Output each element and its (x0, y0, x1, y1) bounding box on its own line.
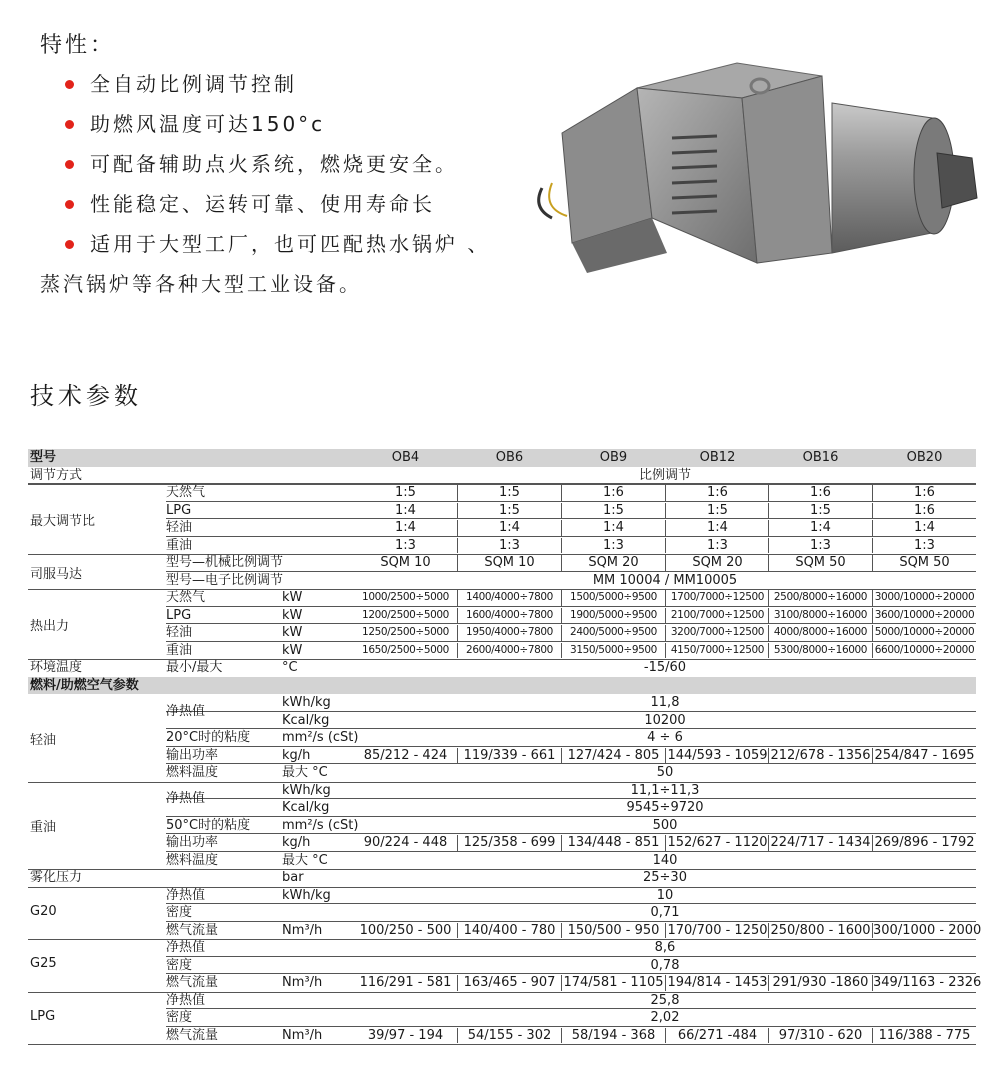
cell: mm²/s (cSt) (282, 817, 359, 833)
value-cell: 58/194 - 368 (571, 1027, 656, 1043)
cell: kW (282, 625, 303, 640)
value-cell: 1:6 (914, 502, 935, 518)
value-cell: 134/448 - 851 (567, 835, 660, 850)
value-cell: 174/581 - 1105 (563, 975, 664, 990)
value-cell: 1:4 (810, 520, 831, 535)
column-divider (665, 625, 666, 641)
value-cell: 1:6 (603, 485, 624, 500)
value-cell: 116/291 - 581 (359, 975, 452, 990)
span-value: 10200 (644, 712, 686, 728)
column-divider (768, 538, 769, 554)
column-divider (872, 520, 873, 536)
column-divider (872, 538, 873, 554)
bullet-icon (65, 200, 74, 209)
model-header: OB12 (699, 450, 736, 465)
table-row (28, 729, 976, 747)
column-divider (665, 975, 666, 991)
column-divider (561, 608, 562, 624)
value-cell: 1:5 (707, 502, 728, 518)
table-row (28, 1009, 976, 1027)
cell: bar (282, 870, 304, 885)
value-cell: 144/593 - 1059 (667, 747, 768, 763)
span-value: 11,8 (650, 695, 680, 710)
value-cell: 90/224 - 448 (363, 835, 448, 850)
column-divider (768, 923, 769, 939)
cell: 轻油 (166, 520, 193, 535)
column-divider (457, 538, 458, 554)
column-divider (457, 590, 458, 606)
value-cell: 1600/4000÷7800 (466, 608, 553, 621)
value-cell: 349/1163 - 2326 (873, 975, 982, 990)
column-divider (561, 590, 562, 606)
feature-continuation: 蒸汽锅炉等各种大型工业设备。 (40, 272, 362, 296)
value-cell: 1:3 (603, 537, 624, 553)
value-cell: 66/271 -484 (677, 1027, 758, 1043)
value-cell: 85/212 - 424 (363, 747, 448, 763)
tech-params-title: 技术参数 (30, 382, 142, 410)
table-row (28, 484, 976, 502)
column-divider (768, 520, 769, 536)
value-cell: 163/465 - 907 (463, 975, 556, 990)
column-divider (768, 835, 769, 851)
header-label: 型号 (30, 450, 57, 465)
feature-text: 性能稳定、运转可靠、使用寿命长 (90, 192, 435, 216)
value-cell: SQM 50 (795, 555, 846, 570)
cell: 20°C时的粘度 (166, 730, 251, 745)
column-divider (665, 485, 666, 501)
cell: 最大 °C (282, 852, 328, 868)
model-header: OB20 (906, 450, 943, 465)
column-divider (457, 555, 458, 571)
column-divider (872, 503, 873, 519)
table-row (28, 834, 976, 852)
cell: 最大 °C (282, 765, 328, 780)
group-label: 热出力 (30, 619, 70, 634)
cell: LPG (166, 502, 192, 518)
value-cell: 1:6 (810, 485, 831, 500)
value-cell: 1:6 (707, 485, 728, 500)
table-row (28, 642, 976, 660)
model-header: OB9 (599, 450, 628, 465)
value-cell: 3100/8000÷16000 (773, 608, 868, 621)
value-cell: 2100/7000÷12500 (670, 608, 765, 621)
model-header: OB6 (495, 450, 524, 465)
cell: kW (282, 590, 303, 605)
cell: 燃气流量 (166, 1027, 219, 1043)
value-cell: 4150/7000÷12500 (670, 643, 765, 656)
table-row (28, 589, 976, 607)
column-divider (768, 1028, 769, 1044)
column-divider (665, 1028, 666, 1044)
table-row (28, 519, 976, 537)
value-cell: 1250/2500÷5000 (362, 626, 449, 638)
table-row (28, 1027, 976, 1045)
feature-item (40, 64, 560, 104)
column-divider (561, 748, 562, 764)
cell: Nm³/h (282, 975, 323, 990)
value-cell: 1000/2500÷5000 (362, 591, 449, 603)
table-row (28, 957, 976, 975)
value-cell: 1:5 (810, 502, 831, 518)
value-cell: 3150/5000÷9500 (570, 643, 657, 656)
value-cell: SQM 50 (899, 555, 950, 570)
column-divider (561, 643, 562, 659)
value-cell: 1:6 (914, 485, 935, 500)
table-row (28, 887, 976, 905)
table-row (28, 852, 976, 870)
cell: 50°C时的粘度 (166, 817, 251, 833)
value-cell: 1400/4000÷7800 (466, 591, 553, 603)
value-cell: 212/678 - 1356 (770, 747, 871, 763)
value-cell: 3200/7000÷12500 (670, 626, 765, 638)
value-cell: 127/424 - 805 (567, 747, 660, 763)
table-row (28, 764, 976, 782)
value-cell: 1:4 (395, 502, 416, 518)
value-cell: 4000/8000÷16000 (773, 626, 868, 638)
value-cell: 194/814 - 1453 (667, 975, 768, 990)
column-divider (768, 625, 769, 641)
span-value: 500 (652, 817, 678, 833)
column-divider (768, 503, 769, 519)
value-cell: 2400/5000÷9500 (570, 626, 657, 638)
feature-text: 可配备辅助点火系统，燃烧更安全。 (90, 152, 458, 176)
cell: 重油 (166, 642, 193, 658)
value-cell: 291/930 -1860 (772, 975, 869, 990)
column-divider (561, 538, 562, 554)
column-divider (768, 485, 769, 501)
value-cell: 300/1000 - 2000 (873, 922, 982, 938)
column-divider (665, 538, 666, 554)
value-cell: 269/896 - 1792 (874, 835, 975, 850)
column-divider (665, 520, 666, 536)
group-label: LPG (30, 1008, 56, 1024)
cell: 密度 (166, 1010, 193, 1025)
spec-table (28, 449, 982, 1044)
span-value: 比例调节 (638, 467, 691, 483)
value-cell: 5300/8000÷16000 (773, 643, 868, 656)
table-row (28, 554, 976, 572)
cell: 净热值 (166, 887, 206, 903)
column-divider (872, 923, 873, 939)
column-divider (561, 1028, 562, 1044)
value-cell: 2600/4000÷7800 (466, 643, 553, 656)
group-label: 轻油 (30, 732, 57, 748)
table-row (28, 502, 976, 520)
column-divider (665, 503, 666, 519)
value-cell: 97/310 - 620 (778, 1027, 863, 1043)
span-value: 8,6 (654, 940, 676, 955)
table-row (28, 869, 976, 887)
column-divider (665, 748, 666, 764)
group-label: 司服马达 (30, 566, 83, 582)
value-cell: 1:4 (914, 520, 935, 535)
table-row (28, 537, 976, 555)
cell: 最小/最大 (166, 660, 223, 675)
net-heat-label: 净热值 (166, 791, 206, 807)
table-row (28, 817, 976, 835)
value-cell: SQM 20 (692, 555, 743, 570)
cell: 轻油 (166, 625, 193, 640)
group-label: G20 (30, 903, 57, 919)
cell: Nm³/h (282, 922, 323, 938)
feature-item (40, 144, 560, 184)
cell: 密度 (166, 905, 193, 920)
span-value: 25÷30 (643, 870, 687, 885)
table-row (28, 659, 976, 677)
model-header: OB16 (802, 450, 839, 465)
table-row (28, 624, 976, 642)
bullet-icon (65, 120, 74, 129)
cell: 天然气 (166, 590, 206, 605)
group-label: 重油 (30, 820, 57, 836)
model-header: OB4 (391, 450, 420, 465)
cell: kW (282, 607, 303, 623)
bullet-icon (65, 80, 74, 89)
value-cell: 1:5 (603, 502, 624, 518)
column-divider (457, 1028, 458, 1044)
column-divider (872, 835, 873, 851)
cell: 调节方式 (30, 467, 83, 483)
span-value: MM 10004 / MM10005 (592, 572, 738, 588)
column-divider (561, 835, 562, 851)
column-divider (561, 520, 562, 536)
column-divider (665, 643, 666, 659)
cell: 型号—机械比例调节 (166, 555, 284, 570)
value-cell: 224/717 - 1434 (770, 835, 871, 850)
cell: 燃料/助燃空气参数 (30, 677, 139, 693)
column-divider (457, 520, 458, 536)
features-title: 特性： (40, 33, 116, 58)
table-row (28, 904, 976, 922)
cell: mm²/s (cSt) (282, 730, 359, 745)
table-row (28, 467, 976, 485)
value-cell: 6600/10000÷20000 (874, 643, 975, 656)
burner-photo (532, 58, 982, 288)
cell: kWh/kg (282, 695, 331, 710)
feature-item (40, 104, 560, 144)
column-divider (457, 625, 458, 641)
column-divider (457, 608, 458, 624)
value-cell: 152/627 - 1120 (667, 835, 768, 850)
cell: 燃料温度 (166, 765, 219, 780)
column-divider (457, 923, 458, 939)
cell: 净热值 (166, 992, 206, 1008)
value-cell: 1700/7000÷12500 (670, 591, 765, 603)
feature-item (40, 224, 560, 264)
table-row (28, 974, 982, 992)
column-divider (665, 590, 666, 606)
feature-text: 适用于大型工厂，也可匹配热水锅炉 、 (90, 232, 491, 256)
feature-text: 全自动比例调节控制 (90, 72, 297, 96)
bullet-icon (65, 160, 74, 169)
cell: LPG (166, 607, 192, 623)
cell: °C (282, 660, 298, 675)
value-cell: 140/400 - 780 (463, 922, 556, 938)
table-row (28, 747, 976, 765)
column-divider (561, 485, 562, 501)
cell: 输出功率 (166, 835, 219, 850)
cell: kWh/kg (282, 782, 331, 798)
value-cell: 1200/2500÷5000 (362, 608, 449, 621)
cell: 雾化压力 (30, 870, 83, 885)
value-cell: 3600/10000÷20000 (874, 608, 975, 621)
value-cell: SQM 10 (380, 555, 431, 570)
value-cell: 54/155 - 302 (467, 1027, 552, 1043)
span-value: 50 (656, 765, 674, 780)
cell: kg/h (282, 747, 311, 763)
table-row (28, 939, 976, 957)
value-cell: 1:3 (707, 537, 728, 553)
cell: 净热值 (166, 940, 206, 955)
value-cell: 1950/4000÷7800 (466, 626, 553, 638)
column-divider (768, 975, 769, 991)
cell: 燃气流量 (166, 922, 219, 938)
column-divider (872, 1028, 873, 1044)
value-cell: 170/700 - 1250 (667, 922, 768, 938)
value-cell: 1:5 (395, 485, 416, 500)
section-row (28, 677, 976, 695)
column-divider (665, 923, 666, 939)
column-divider (872, 608, 873, 624)
cell: Kcal/kg (282, 712, 330, 728)
header-row (28, 449, 976, 467)
value-cell: 250/800 - 1600 (770, 922, 871, 938)
cell: 天然气 (166, 485, 206, 500)
column-divider (768, 608, 769, 624)
cell: 燃料温度 (166, 852, 219, 868)
column-divider (768, 748, 769, 764)
value-cell: 1:4 (707, 520, 728, 535)
column-divider (665, 555, 666, 571)
value-cell: 1:5 (499, 485, 520, 500)
group-label: 最大调节比 (30, 514, 96, 529)
value-cell: 1650/2500÷5000 (362, 643, 449, 656)
cell: kWh/kg (282, 887, 331, 903)
features-list (40, 64, 560, 304)
value-cell: 39/97 - 194 (367, 1027, 444, 1043)
table-row (28, 607, 976, 625)
feature-text: 助燃风温度可达150°c (90, 112, 326, 136)
column-divider (872, 485, 873, 501)
value-cell: 1:4 (395, 520, 416, 535)
column-divider (457, 643, 458, 659)
table-row (28, 992, 976, 1010)
column-divider (768, 643, 769, 659)
column-divider (872, 643, 873, 659)
table-row (28, 922, 982, 940)
cell: 密度 (166, 957, 193, 973)
value-cell: 3000/10000÷20000 (874, 591, 975, 603)
cell: kW (282, 642, 303, 658)
group-divider (28, 1044, 976, 1045)
span-value: -15/60 (643, 660, 687, 675)
column-divider (665, 835, 666, 851)
value-cell: 1500/5000÷9500 (570, 591, 657, 603)
value-cell: 150/500 - 950 (567, 922, 660, 938)
cell: 环境温度 (30, 660, 83, 675)
span-value: 0,71 (650, 905, 680, 920)
column-divider (561, 923, 562, 939)
span-value: 140 (652, 852, 678, 868)
value-cell: SQM 10 (484, 555, 535, 570)
value-cell: 1:4 (603, 520, 624, 535)
value-cell: 100/250 - 500 (359, 922, 452, 938)
value-cell: 125/358 - 699 (463, 835, 556, 850)
span-value: 4 ÷ 6 (647, 730, 683, 745)
value-cell: 1900/5000÷9500 (570, 608, 657, 621)
cell: 燃气流量 (166, 975, 219, 990)
bullet-icon (65, 240, 74, 249)
span-value: 11,1÷11,3 (630, 782, 700, 798)
span-value: 10 (656, 887, 674, 903)
value-cell: 5000/10000÷20000 (874, 626, 975, 638)
column-divider (872, 555, 873, 571)
column-divider (457, 975, 458, 991)
column-divider (457, 835, 458, 851)
cell: 重油 (166, 537, 193, 553)
column-divider (457, 748, 458, 764)
column-divider (872, 590, 873, 606)
column-divider (872, 625, 873, 641)
column-divider (561, 625, 562, 641)
table-row (28, 572, 976, 590)
cell: 型号—电子比例调节 (166, 572, 284, 588)
value-cell: 119/339 - 661 (463, 747, 556, 763)
column-divider (561, 555, 562, 571)
column-divider (768, 555, 769, 571)
span-value: 2,02 (650, 1010, 680, 1025)
value-cell: 1:3 (810, 537, 831, 553)
span-value: 25,8 (650, 992, 680, 1008)
cell: kg/h (282, 835, 311, 850)
cell: Kcal/kg (282, 800, 330, 815)
column-divider (457, 503, 458, 519)
column-divider (665, 608, 666, 624)
value-cell: 2500/8000÷16000 (773, 591, 868, 603)
column-divider (872, 975, 873, 991)
group-label: G25 (30, 956, 57, 972)
value-cell: 254/847 - 1695 (874, 747, 975, 763)
span-value: 9545÷9720 (626, 800, 704, 815)
value-cell: SQM 20 (588, 555, 639, 570)
column-divider (872, 748, 873, 764)
value-cell: 116/388 - 775 (878, 1027, 971, 1043)
cell: 输出功率 (166, 747, 219, 763)
column-divider (561, 975, 562, 991)
cell: Nm³/h (282, 1027, 323, 1043)
feature-item (40, 184, 560, 224)
column-divider (561, 503, 562, 519)
span-value: 0,78 (650, 957, 680, 973)
value-cell: 1:5 (499, 502, 520, 518)
value-cell: 1:3 (914, 537, 935, 553)
net-heat-label: 净热值 (166, 703, 206, 719)
value-cell: 1:3 (499, 537, 520, 553)
value-cell: 1:3 (395, 537, 416, 553)
value-cell: 1:4 (499, 520, 520, 535)
column-divider (457, 485, 458, 501)
column-divider (768, 590, 769, 606)
